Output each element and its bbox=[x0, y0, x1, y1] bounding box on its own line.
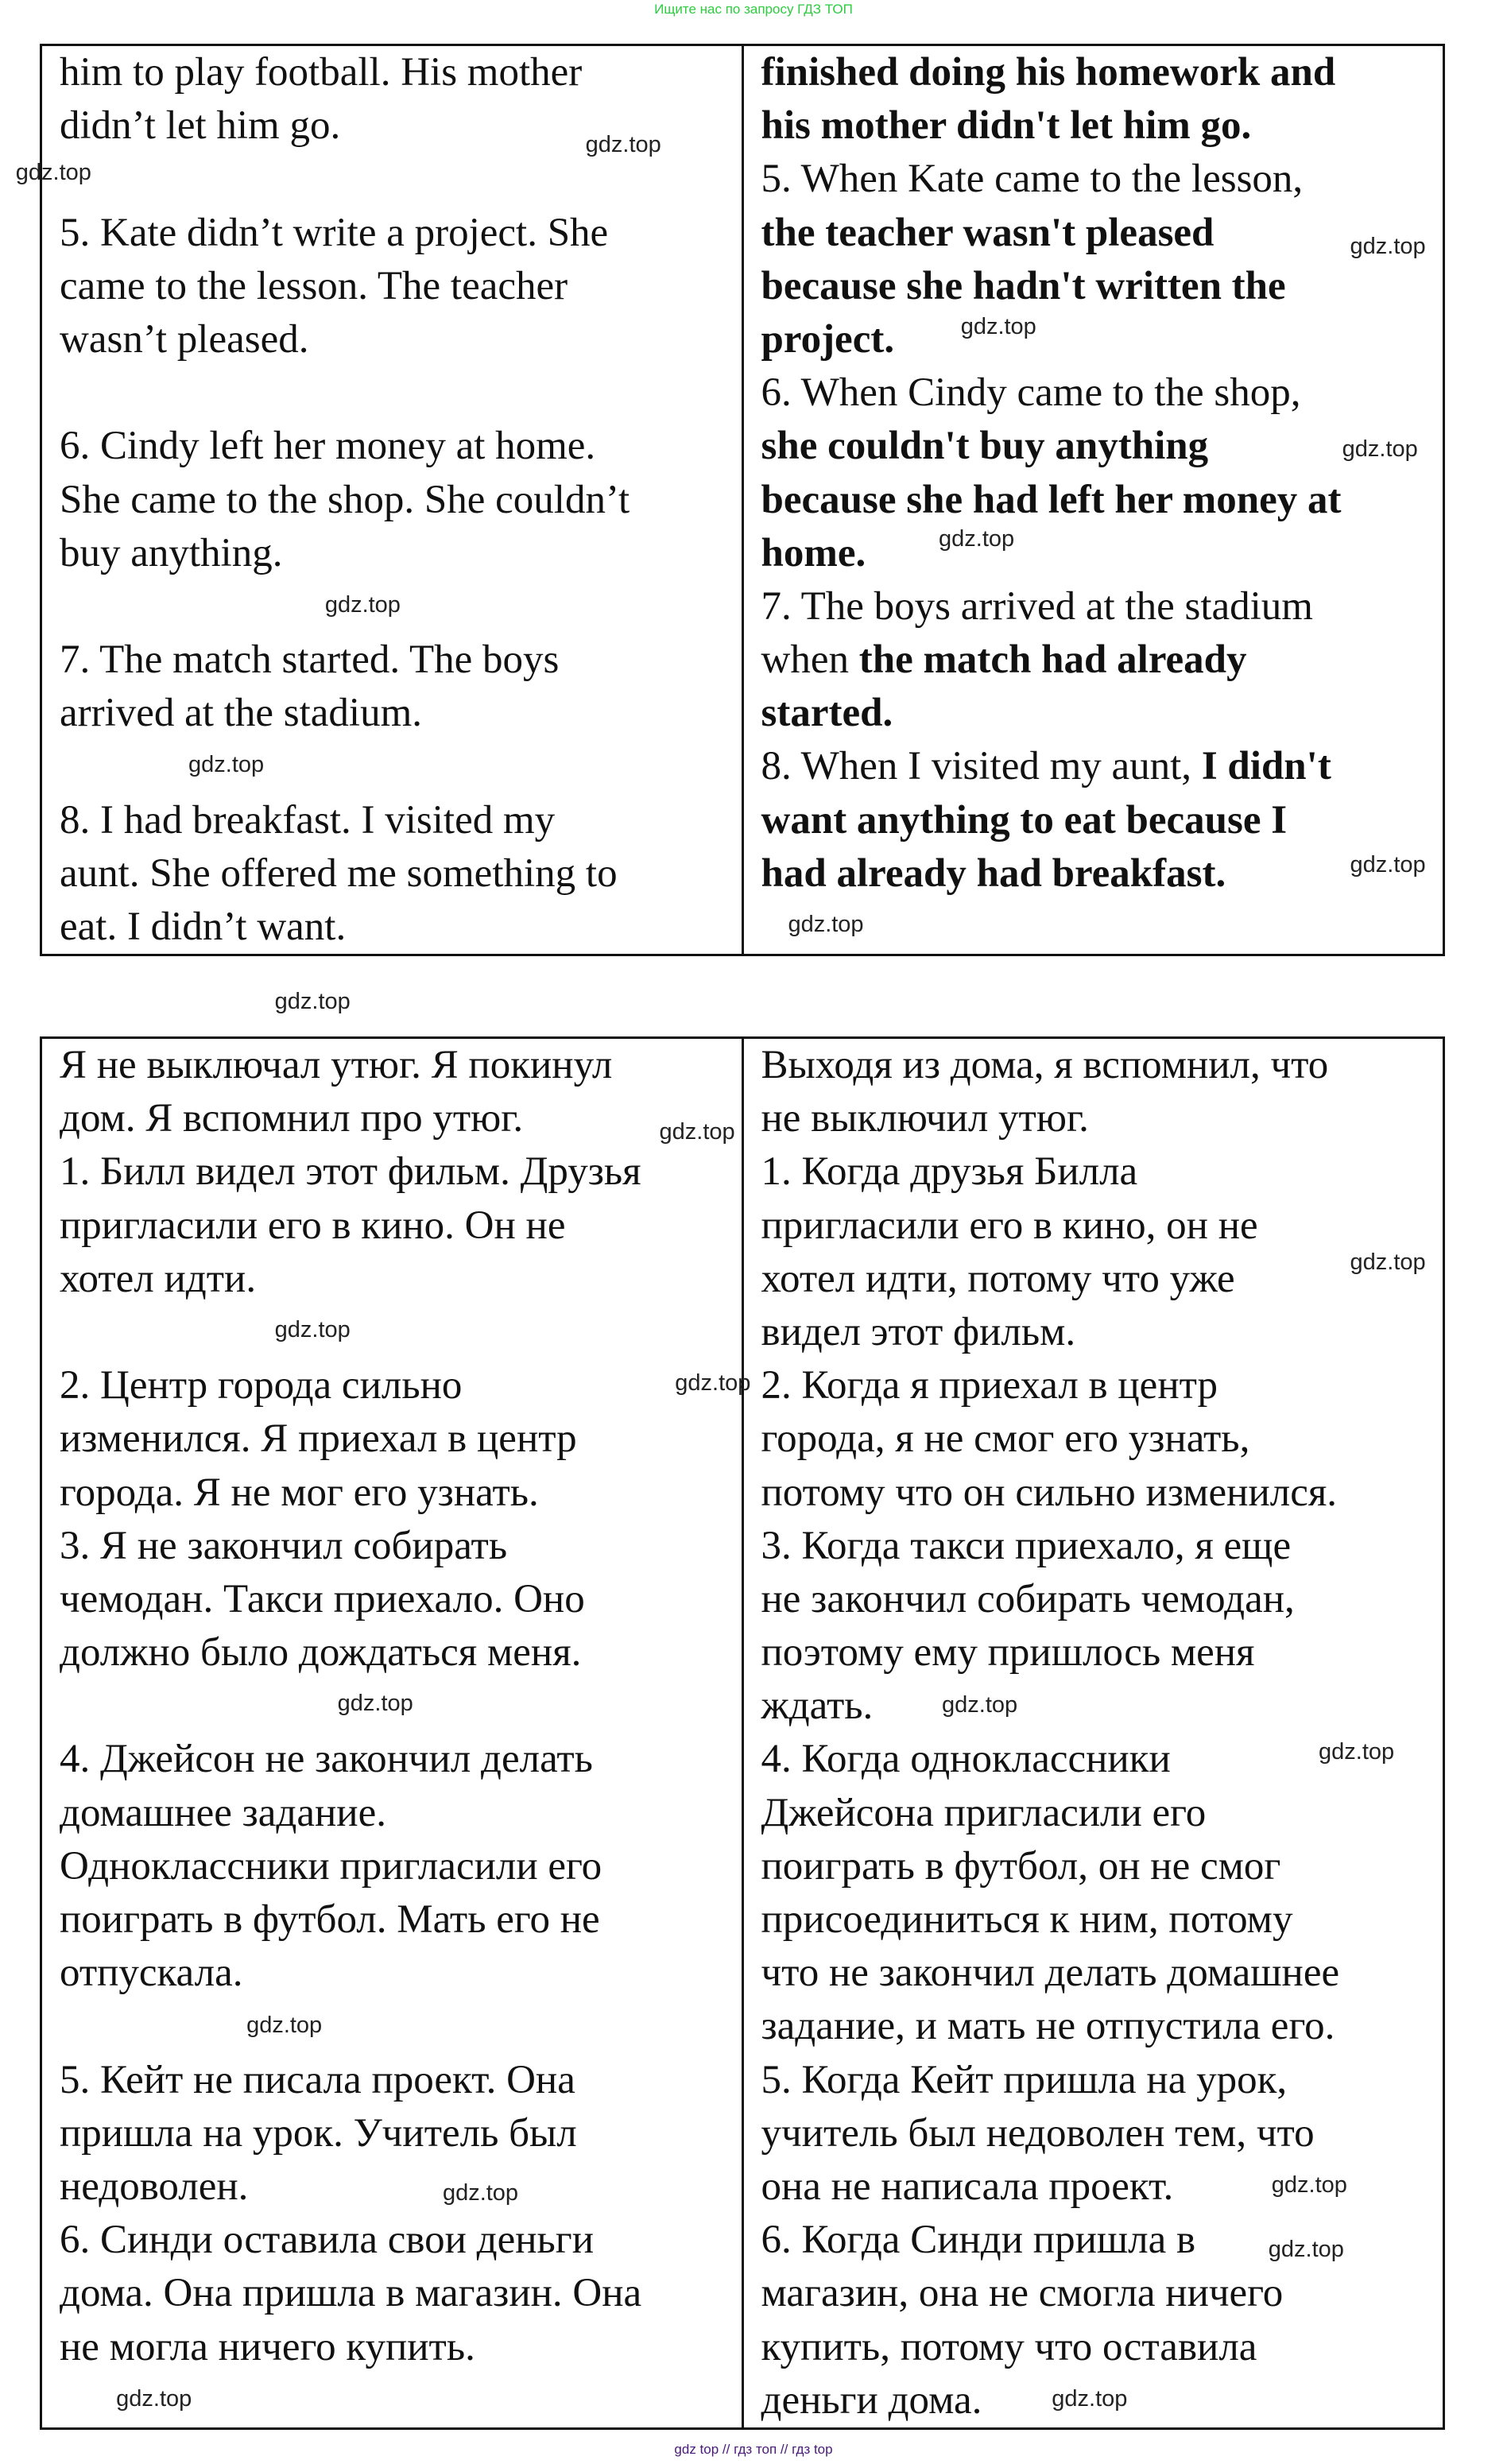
text: присоединиться к ним, потому bbox=[761, 1897, 1293, 1942]
text: отпускала. bbox=[60, 1951, 243, 1996]
text: дом. Я вспомнил про утюг. bbox=[60, 1096, 524, 1141]
text: магазин, она не смогла ничего bbox=[761, 2271, 1284, 2316]
answer-table-english bbox=[40, 44, 1445, 956]
text: поиграть в футбол. Мать его не bbox=[60, 1897, 600, 1942]
text-line bbox=[761, 794, 1443, 847]
text-line bbox=[60, 153, 742, 206]
text-line bbox=[761, 1947, 1443, 2000]
text: didn’t let him go. bbox=[60, 103, 341, 149]
text-line bbox=[761, 847, 1443, 901]
text: учитель был недоволен тем, что bbox=[761, 2110, 1315, 2156]
text-line bbox=[761, 527, 1443, 580]
text: Одноклассники пригласили его bbox=[60, 1843, 602, 1889]
text: 7. The match started. The boys bbox=[60, 637, 560, 683]
text-line bbox=[60, 1039, 742, 1092]
text-line bbox=[60, 2000, 742, 2053]
text: buy anything. bbox=[60, 530, 283, 575]
text: потому что он сильно изменился. bbox=[761, 1470, 1338, 1515]
text-line bbox=[60, 1199, 742, 1253]
watermark: gdz.top bbox=[1319, 1739, 1395, 1765]
watermark: gdz.top bbox=[942, 1692, 1018, 1718]
text-line bbox=[60, 1573, 742, 1626]
text-line bbox=[761, 2107, 1443, 2160]
text-line bbox=[761, 1893, 1443, 1947]
text-line bbox=[60, 2267, 742, 2320]
answer-text: I didn't bbox=[1201, 744, 1331, 789]
answer-text: project. bbox=[761, 316, 895, 362]
text-line bbox=[60, 474, 742, 527]
text-line bbox=[60, 901, 742, 954]
text: не могла ничего купить. bbox=[60, 2324, 475, 2369]
text-line bbox=[761, 1840, 1443, 1893]
text: 4. Когда одноклассники bbox=[761, 1737, 1171, 1782]
text-line bbox=[761, 260, 1443, 313]
text: пришла на урок. Учитель был bbox=[60, 2110, 577, 2156]
text: 6. Когда Синди пришла в bbox=[761, 2218, 1196, 2263]
text-line bbox=[60, 1840, 742, 1893]
text: поиграть в футбол, он не смог bbox=[761, 1843, 1281, 1889]
text-line bbox=[60, 794, 742, 847]
watermark: gdz.top bbox=[1342, 436, 1418, 463]
text: 3. Когда такси приехало, я еще bbox=[761, 1523, 1292, 1568]
text: 2. Когда я приехал в центр bbox=[761, 1363, 1218, 1408]
answer-cell bbox=[742, 1038, 1444, 2429]
text-line bbox=[761, 740, 1443, 793]
watermark: gdz.top bbox=[675, 1370, 751, 1397]
text-line bbox=[761, 2321, 1443, 2374]
text: видел этот фильм. bbox=[761, 1309, 1076, 1354]
text-line bbox=[761, 1573, 1443, 1626]
text-line bbox=[761, 420, 1443, 473]
watermark: gdz.top bbox=[788, 912, 864, 938]
watermark: gdz.top bbox=[274, 1317, 351, 1343]
text-line bbox=[60, 1520, 742, 1573]
text: пригласили его в кино, он не bbox=[761, 1203, 1258, 1248]
text: 4. Джейсон не закончил делать bbox=[60, 1737, 593, 1782]
text-line bbox=[60, 1626, 742, 1679]
text-line bbox=[60, 1092, 742, 1145]
answer-text: his mother didn't let him go. bbox=[761, 103, 1252, 149]
watermark: gdz.top bbox=[246, 2012, 323, 2038]
text: 6. Синди оставила свои деньги bbox=[60, 2218, 595, 2263]
text: не закончил собирать чемодан, bbox=[761, 1576, 1295, 1621]
text: она не написала проект. bbox=[761, 2164, 1174, 2209]
text-line bbox=[60, 260, 742, 313]
text: что не закончил делать домашнее bbox=[761, 1951, 1340, 1996]
text: Джейсона пригласили его bbox=[761, 1790, 1207, 1835]
watermark: gdz.top bbox=[116, 2386, 192, 2412]
text: 3. Я не закончил собирать bbox=[60, 1523, 508, 1568]
text: 5. When Kate came to the lesson, bbox=[761, 157, 1304, 202]
text-line bbox=[761, 1039, 1443, 1092]
answer-text: had already had breakfast. bbox=[761, 850, 1226, 896]
text: 5. Kate didn’t write a project. She bbox=[60, 210, 609, 255]
answer-text: want anything to eat because I bbox=[761, 797, 1288, 843]
text-line bbox=[60, 207, 742, 260]
text: She came to the shop. She couldn’t bbox=[60, 477, 630, 522]
text: arrived at the stadium. bbox=[60, 691, 423, 736]
text: деньги дома. bbox=[761, 2377, 982, 2423]
text-line bbox=[761, 1253, 1443, 1306]
answer-text: the match had already bbox=[858, 637, 1247, 683]
text-line bbox=[761, 633, 1443, 687]
text: города, я не смог его узнать, bbox=[761, 1416, 1250, 1462]
text-line bbox=[761, 2267, 1443, 2320]
text: Выходя из дома, я вспомнил, что bbox=[761, 1043, 1329, 1087]
text: Я не выключал утюг. Я покинул bbox=[60, 1043, 613, 1087]
exercise-cell bbox=[41, 1038, 743, 2429]
answer-text: finished doing his homework and bbox=[761, 50, 1336, 95]
watermark: gdz.top bbox=[442, 2180, 519, 2206]
text: чемодан. Такси приехало. Оно bbox=[60, 1576, 585, 1621]
text-line bbox=[60, 2160, 742, 2214]
text-line bbox=[761, 1359, 1443, 1412]
text: 8. When I visited my aunt, bbox=[761, 744, 1202, 789]
text: 2. Центр города сильно bbox=[60, 1363, 463, 1408]
text-line bbox=[60, 1412, 742, 1466]
text-line bbox=[60, 2321, 742, 2374]
text: хотел идти, потому что уже bbox=[761, 1256, 1235, 1301]
text-line bbox=[60, 1947, 742, 2000]
text-line bbox=[60, 687, 742, 740]
text: дома. Она пришла в магазин. Она bbox=[60, 2271, 642, 2316]
text-line bbox=[761, 1466, 1443, 1520]
watermark: gdz.top bbox=[324, 591, 401, 618]
text: 1. Билл видел этот фильм. Друзья bbox=[60, 1149, 641, 1195]
answer-text: the teacher wasn't pleased bbox=[761, 210, 1215, 255]
text: 7. The boys arrived at the stadium bbox=[761, 583, 1313, 629]
text-line bbox=[761, 366, 1443, 420]
watermark: gdz.top bbox=[1350, 234, 1426, 260]
text-line bbox=[60, 420, 742, 473]
answer-text: because she hadn't written the bbox=[761, 263, 1286, 308]
answer-text: home. bbox=[761, 530, 866, 575]
text-line bbox=[60, 1306, 742, 1359]
text: 6. When Cindy came to the shop, bbox=[761, 370, 1301, 416]
text-line bbox=[761, 1306, 1443, 1359]
text-line bbox=[761, 1787, 1443, 1840]
text-line bbox=[60, 1893, 742, 1947]
text: him to play football. His mother bbox=[60, 50, 583, 95]
text-line bbox=[60, 740, 742, 793]
text: изменился. Я приехал в центр bbox=[60, 1416, 577, 1462]
text: ждать. bbox=[761, 1683, 874, 1729]
text-line bbox=[60, 2054, 742, 2107]
text: when bbox=[761, 637, 859, 683]
watermark: gdz.top bbox=[960, 314, 1036, 339]
text-line bbox=[60, 1466, 742, 1520]
text-line bbox=[761, 1145, 1443, 1199]
text-line bbox=[761, 1199, 1443, 1253]
watermark: gdz.top bbox=[15, 160, 91, 186]
text: 6. Cindy left her money at home. bbox=[60, 424, 596, 469]
text: не выключил утюг. bbox=[761, 1096, 1089, 1141]
answer-table-russian bbox=[40, 1036, 1445, 2430]
watermark: gdz.top bbox=[274, 989, 351, 1015]
watermark: gdz.top bbox=[939, 525, 1015, 552]
text: города. Я не мог его узнать. bbox=[60, 1470, 539, 1515]
watermark: gdz.top bbox=[1350, 852, 1426, 878]
text-line bbox=[60, 2107, 742, 2160]
text-line bbox=[761, 2000, 1443, 2053]
text: должно было дождаться меня. bbox=[60, 1630, 582, 1676]
watermark: gdz.top bbox=[585, 131, 661, 157]
watermark: gdz.top bbox=[659, 1119, 735, 1145]
table-row bbox=[41, 1038, 1444, 2429]
table-row bbox=[41, 45, 1444, 955]
text-line bbox=[761, 1520, 1443, 1573]
text-line bbox=[761, 99, 1443, 153]
text-line bbox=[761, 687, 1443, 740]
text: купить, потому что оставила bbox=[761, 2324, 1257, 2369]
answer-text: she couldn't buy anything bbox=[761, 424, 1209, 469]
text-line bbox=[761, 580, 1443, 633]
text-line bbox=[60, 366, 742, 420]
text-line bbox=[761, 153, 1443, 206]
watermark: gdz.top bbox=[1350, 1249, 1426, 1276]
text: 1. Когда друзья Билла bbox=[761, 1149, 1138, 1195]
watermark: gdz.top bbox=[1052, 2386, 1128, 2412]
text-line bbox=[761, 2054, 1443, 2107]
text-line bbox=[761, 1679, 1443, 1733]
text-line bbox=[60, 2214, 742, 2267]
text: недоволен. bbox=[60, 2164, 249, 2209]
text: 5. Кейт не писала проект. Она bbox=[60, 2057, 575, 2102]
text: wasn’t pleased. bbox=[60, 316, 309, 362]
text: домашнее задание. bbox=[60, 1790, 386, 1835]
text: aunt. She offered me something to bbox=[60, 850, 618, 896]
text: 8. I had breakfast. I visited my bbox=[60, 797, 556, 843]
text-line bbox=[761, 1626, 1443, 1679]
text: eat. I didn’t want. bbox=[60, 905, 347, 949]
watermark: gdz.top bbox=[337, 1691, 413, 1717]
watermark: gdz.top bbox=[1271, 2172, 1347, 2199]
text-line bbox=[60, 1787, 742, 1840]
text: поэтому ему пришлось меня bbox=[761, 1630, 1255, 1676]
text-line bbox=[60, 1145, 742, 1199]
text-line bbox=[761, 1412, 1443, 1466]
text-line bbox=[60, 847, 742, 901]
text: хотел идти. bbox=[60, 1256, 257, 1301]
answer-text: started. bbox=[761, 691, 893, 736]
exercise-cell bbox=[41, 45, 743, 955]
text-line bbox=[761, 207, 1443, 260]
header-banner: Ищите нас по запросу ГДЗ ТОП bbox=[654, 2, 853, 17]
text: задание, и мать не отпустила его. bbox=[761, 2004, 1335, 2049]
answer-text: because she had left her money at bbox=[761, 477, 1342, 522]
watermark: gdz.top bbox=[188, 752, 265, 778]
text-line bbox=[761, 313, 1443, 366]
text-line bbox=[60, 313, 742, 366]
watermark: gdz.top bbox=[1268, 2237, 1344, 2263]
text-line bbox=[761, 46, 1443, 99]
text-line bbox=[761, 1092, 1443, 1145]
text: 5. Когда Кейт пришла на урок, bbox=[761, 2057, 1288, 2102]
text: пригласили его в кино. Он не bbox=[60, 1203, 566, 1248]
text-line bbox=[60, 1359, 742, 1412]
answer-cell bbox=[742, 45, 1444, 955]
text-line bbox=[60, 46, 742, 99]
text-line bbox=[60, 633, 742, 687]
text-line bbox=[60, 527, 742, 580]
text: came to the lesson. The teacher bbox=[60, 263, 568, 308]
footer-links: gdz top // гдз топ // гдз top bbox=[674, 2442, 833, 2457]
text-line bbox=[60, 1733, 742, 1786]
text-line bbox=[761, 474, 1443, 527]
text-line bbox=[60, 1253, 742, 1306]
